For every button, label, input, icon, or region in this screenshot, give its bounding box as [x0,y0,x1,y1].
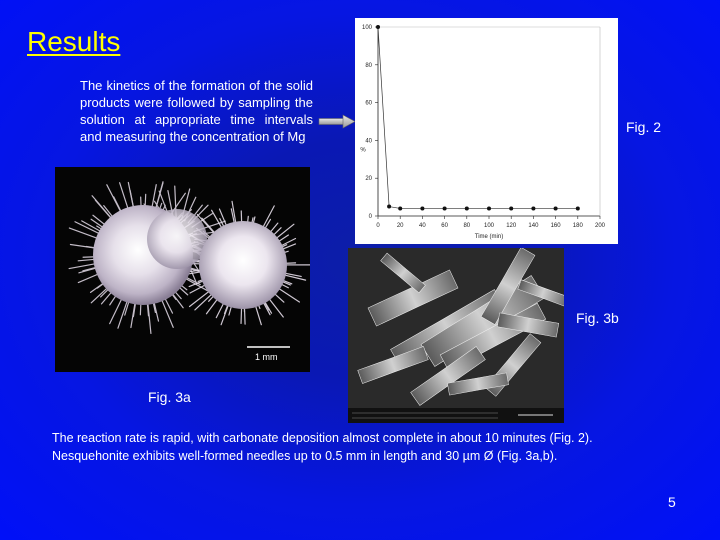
arrow-right-icon [318,114,356,130]
fig3b-photo [348,248,564,423]
y-tick-label: 40 [365,138,372,145]
x-tick-label: 200 [594,223,606,229]
x-tick-label: 100 [483,223,495,229]
fig2-chart [355,18,618,244]
x-tick-label: 120 [506,223,517,229]
x-axis-title: Time (min) [474,234,504,240]
data-point [487,206,491,210]
x-tick-label: 0 [376,223,380,229]
x-tick-label: 40 [419,223,426,229]
data-point [398,206,402,210]
conclusion-text [52,429,692,465]
conclusion-line-1: The reaction rate is rapid, with carbonate deposition almost complete in about 10 minutes (Fig. 2). [52,431,593,445]
fig3a-photo [55,167,310,372]
scale-bar-label: 1 mm [255,352,278,362]
data-point [387,205,391,209]
x-tick-label: 180 [572,223,583,229]
intro-paragraph: The kinetics of the formation of the solid products were followed by sampling the solution at appropriate time intervals and measuring the concentration of Mg [80,78,313,144]
y-tick-label: 100 [361,25,372,31]
page-number: 5 [668,494,676,510]
fig3a-label: Fig. 3a [148,389,191,405]
fig2-label: Fig. 2 [626,119,662,135]
x-tick-label: 80 [463,223,471,229]
y-tick-label: 60 [365,100,372,107]
kinetics-chart [355,18,618,244]
data-point [554,206,558,210]
conclusion-line-2: Nesquehonite exhibits well-formed needles up to 0.5 mm in length and 30 µm Ø (Fig. 3a,b). [52,449,558,463]
y-tick-label: 80 [365,62,372,69]
y-tick-label: 20 [365,176,372,183]
data-point [443,206,447,210]
x-tick-label: 140 [528,223,539,229]
slide-title: Results [27,26,121,57]
data-point [531,206,535,210]
data-point [465,206,469,210]
y-axis-title: % [360,147,366,154]
data-point [376,25,380,29]
data-point [420,206,424,210]
x-tick-label: 160 [550,223,561,229]
sem-micrograph-image [348,248,564,423]
y-tick-label: 0 [368,214,372,220]
data-point [509,206,513,210]
crystal-aggregate-image [55,167,310,372]
fig3b-label: Fig. 3b [576,310,619,326]
data-point [576,206,580,210]
x-tick-label: 60 [441,223,448,229]
x-tick-label: 20 [396,223,404,229]
series-line [378,27,578,208]
